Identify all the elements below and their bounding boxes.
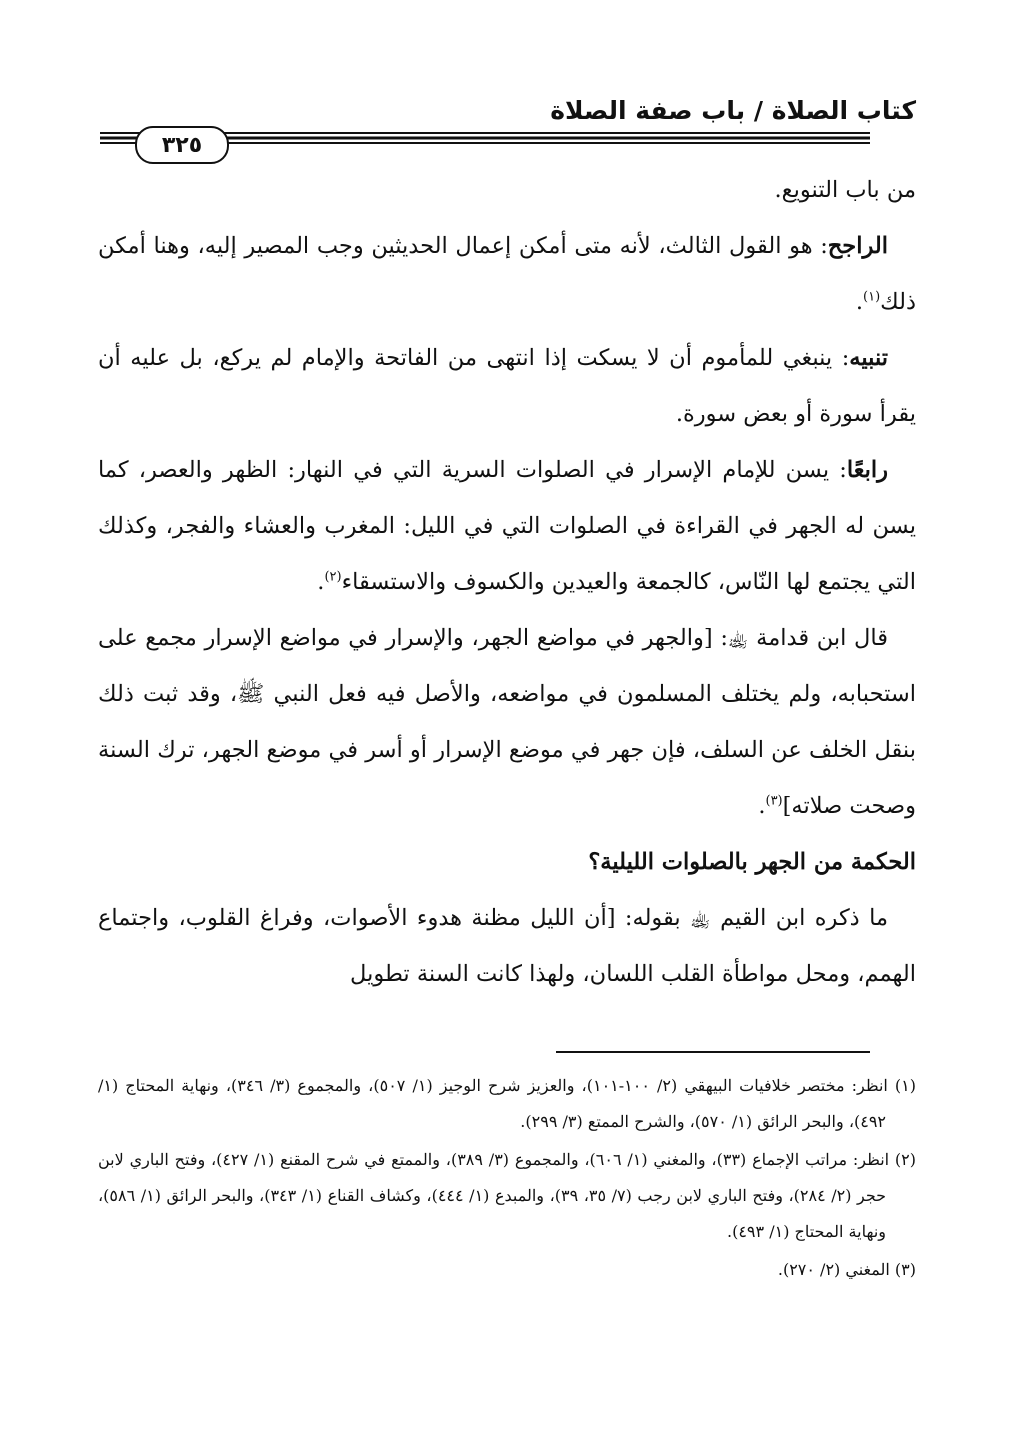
running-head: كتاب الصلاة / باب صفة الصلاة bbox=[550, 96, 916, 125]
paragraph-3 bbox=[98, 330, 916, 442]
footnote-3: (٣) المغني (٢/ ٢٧٠). bbox=[777, 1260, 916, 1279]
paragraph-1-text: من باب التنويع. bbox=[774, 177, 916, 203]
paragraph-4-end: . bbox=[317, 569, 325, 595]
paragraph-5 bbox=[98, 610, 916, 834]
section-heading: الحكمة من الجهر بالصلوات الليلية؟ bbox=[588, 849, 916, 875]
paragraph-4-lead: رابعًا bbox=[846, 457, 888, 483]
paragraph-3-lead: تنبيه bbox=[849, 345, 888, 371]
paragraph-1 bbox=[98, 162, 916, 218]
footnote-ref-3: (٣) bbox=[765, 793, 783, 809]
footnote-1: (١) انظر: مختصر خلافيات البيهقي (٢/ ١٠٠-١٠١)، والعزيز شرح الوجيز (١/ ٥٠٧)، والمجموع (٣/ ٣٤٦)، ونهاية المحتاج (١/ ٤٩٢)، والبحر الرائق (١/ ٥٧٠)، والشرح الممتع (٣/ ٢٩٩). bbox=[98, 1076, 917, 1131]
footnote-ref-1: (١) bbox=[863, 289, 881, 305]
footnote-2: (٢) انظر: مراتب الإجماع (٣٣)، والمغني (١/ ٦٠٦)، والمجموع (٣/ ٣٨٩)، والممتع في شرح المقنع (١/ ٤٢٧)، وفتح الباري لابن حجر (٢/ ٢٨٤)، وفتح الباري لابن رجب (٧/ ٣٥، ٣٩)، والمبدع (١/ ٤٤٤)، وكشاف القناع (١/ ٣٤٣)، والبحر الرائق (١/ ٥٨٦)، ونهاية المحتاج (١/ ٤٩٣). bbox=[98, 1150, 917, 1241]
footnotes bbox=[98, 1068, 916, 1290]
paragraph-2 bbox=[98, 218, 916, 330]
paragraph-6 bbox=[98, 890, 916, 1002]
paragraph-2-lead: الراجح bbox=[827, 233, 888, 259]
paragraph-5-text: قال ابن قدامة ﵀: [والجهر في مواضع الجهر، والإسرار في مواضع الإسرار مجمع على استحبابه، ولم يختلف المسلمون في مواضعه، والأصل فيه فعل النبي ﷺ، وقد ثبت ذلك بنقل الخلف عن السلف، فإن جهر في موضع الإسرار أو أسر في موضع الجهر، ترك السنة وصحت صلاته] bbox=[98, 625, 916, 819]
footnote-separator bbox=[556, 1051, 870, 1053]
footnote-ref-2: (٢) bbox=[324, 569, 342, 585]
paragraph-5-end: . bbox=[758, 793, 766, 819]
page-number: ٣٢٥ bbox=[135, 126, 229, 164]
paragraph-6-text: ما ذكره ابن القيم ﵀ بقوله: [أن الليل مظنة هدوء الأصوات، وفراغ القلوب، واجتماع الهمم، ومحل مواطأة القلب اللسان، ولهذا كانت السنة تطويل bbox=[98, 905, 916, 987]
paragraph-4-text: : يسن للإمام الإسرار في الصلوات السرية التي في النهار: الظهر والعصر، كما يسن له الجهر في القراءة في الصلوات التي في الليل: المغرب والعشاء والفجر، وكذلك التي يجتمع لها النّاس، كالجمعة والعيدين والكسوف والاستسقاء bbox=[98, 457, 916, 595]
main-text bbox=[98, 162, 916, 1002]
paragraph-4 bbox=[98, 442, 916, 610]
paragraph-3-text: : ينبغي للمأموم أن لا يسكت إذا انتهى من الفاتحة والإمام لم يركع، بل عليه أن يقرأ سورة أو بعض سورة. bbox=[98, 345, 916, 427]
paragraph-2-end: . bbox=[855, 289, 864, 315]
paragraph-2-text: : هو القول الثالث، لأنه متى أمكن إعمال الحديثين وجب المصير إليه، وهنا أمكن ذلك bbox=[98, 233, 916, 315]
